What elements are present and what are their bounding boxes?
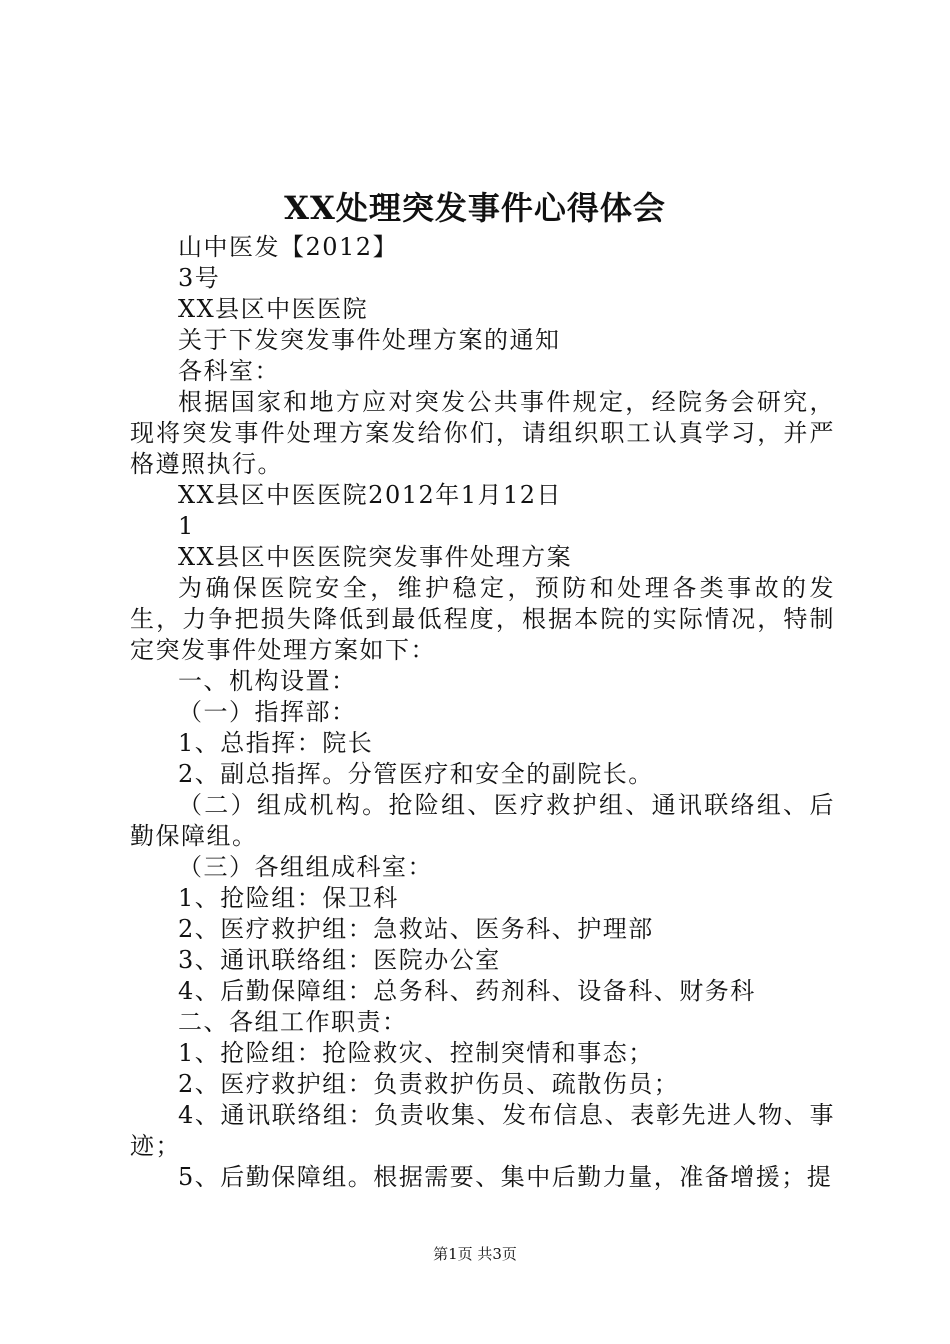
paragraph: 根据国家和地方应对突发公共事件规定，经院务会研究，现将突发事件处理方案发给你们，请组织职工认真学习，并严格遵照执行。 xyxy=(130,388,835,478)
paragraph: 1 xyxy=(178,512,195,540)
paragraph: XX县区中医医院2012年1月12日 xyxy=(178,481,563,509)
paragraph: 2、医疗救护组：急救站、医务科、护理部 xyxy=(178,915,654,943)
paragraph: XX县区中医医院 xyxy=(178,295,369,323)
paragraph: 山中医发【2012】 xyxy=(178,233,399,261)
paragraph: XX县区中医医院突发事件处理方案 xyxy=(178,543,573,571)
paragraph: （一）指挥部： xyxy=(178,698,357,726)
document-body xyxy=(130,232,835,1193)
paragraph: 1、抢险组：抢险救灾、控制突情和事态； xyxy=(178,1039,654,1067)
page-footer: 第1页 共3页 xyxy=(433,1245,517,1263)
paragraph: 2、副总指挥。分管医疗和安全的副院长。 xyxy=(178,760,654,788)
paragraph: 二、各组工作职责： xyxy=(178,1008,408,1036)
paragraph: 4、通讯联络组：负责收集、发布信息、表彰先进人物、事迹； xyxy=(130,1101,835,1160)
paragraph: 为确保医院安全，维护稳定，预防和处理各类事故的发生，力争把损失降低到最低程度，根据本院的实际情况，特制定突发事件处理方案如下： xyxy=(130,574,835,664)
paragraph: 4、后勤保障组：总务科、药剂科、设备科、财务科 xyxy=(178,977,756,1005)
paragraph: 2、医疗救护组：负责救护伤员、疏散伤员； xyxy=(178,1070,680,1098)
paragraph: 一、机构设置： xyxy=(178,667,357,695)
paragraph: 5、后勤保障组。根据需要、集中后勤力量，准备增援；提 xyxy=(178,1163,833,1191)
paragraph: 1、抢险组：保卫科 xyxy=(178,884,399,912)
paragraph: 1、总指挥：院长 xyxy=(178,729,374,757)
paragraph: 各科室： xyxy=(178,357,280,385)
paragraph: 关于下发突发事件处理方案的通知 xyxy=(178,326,561,354)
paragraph: （三）各组组成科室： xyxy=(178,853,433,881)
paragraph: 3号 xyxy=(178,264,221,292)
paragraph: 3、通讯联络组：医院办公室 xyxy=(178,946,501,974)
paragraph: （二）组成机构。抢险组、医疗救护组、通讯联络组、后勤保障组。 xyxy=(130,791,835,850)
document-title: XX处理突发事件心得体会 xyxy=(284,189,666,227)
